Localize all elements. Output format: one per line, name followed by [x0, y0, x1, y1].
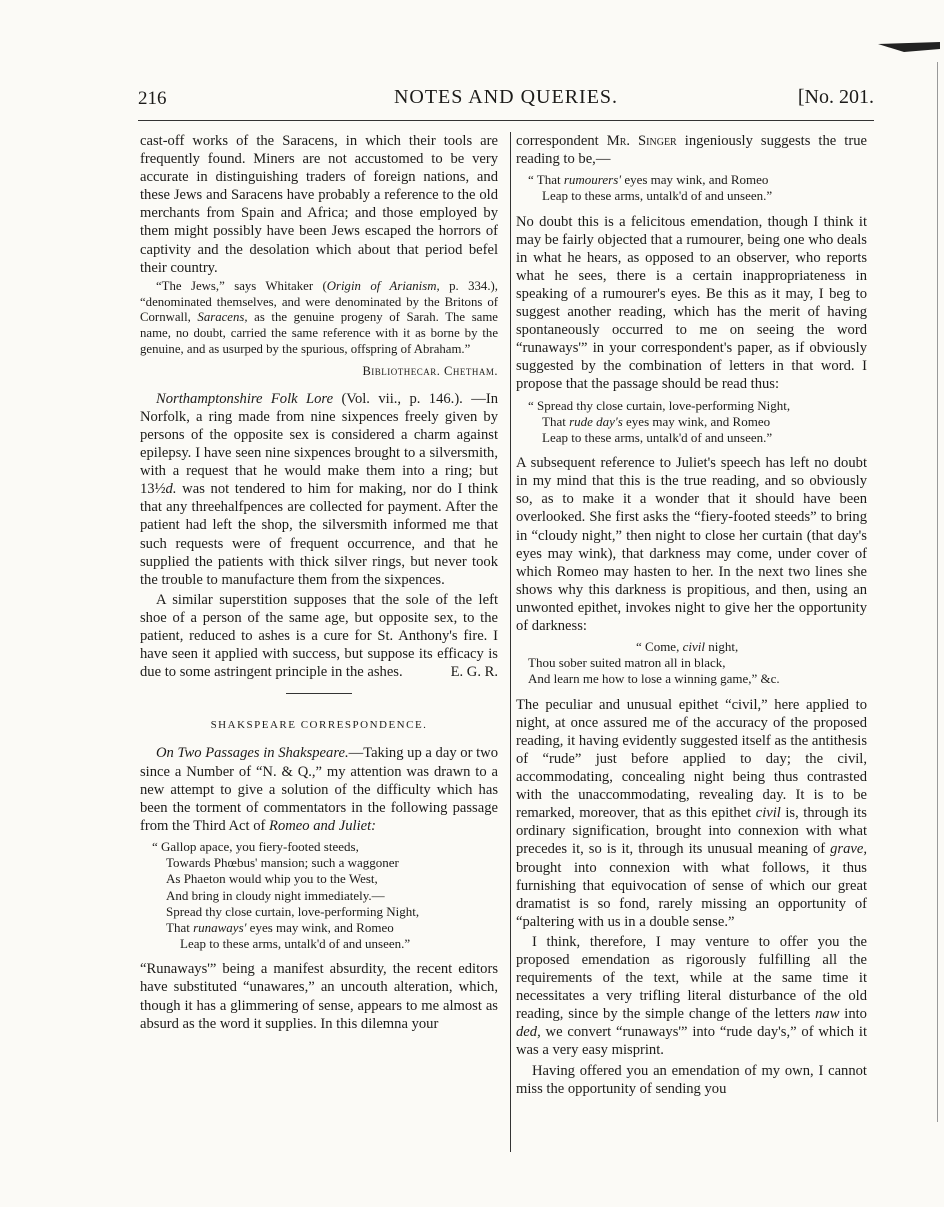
whitaker-quote: “The Jews,” says Whitaker (Origin of Arianism, p. 334.), “denominated themselves, and were denominated by the Britons of Cornwall, Saracens, as the genuine progeny of Sarah. The same name, no doubt, carried the same reference with it as borne by the genuine, and as usurped by the spurious, offspring of Abraham.”	[140, 278, 498, 356]
corner-smudge-mark	[874, 40, 944, 60]
similar-superstition-paragraph: A similar superstition supposes that the sole of the left shoe of a person of the same age, but opposite sex, to the patient, reduced to ashes is a cure for St. Anthony's fire. I have seen it applied with success, but suppose its efficacy is due to some astringent principle in the ashes. E. G. R.	[140, 591, 498, 681]
section-rule	[286, 693, 352, 694]
column-divider	[510, 132, 511, 1152]
civil-epithet-paragraph: The peculiar and unusual epithet “civil,” here applied to night, at once assured me of the accuracy of the proposed reading, it having evidently suggested itself as the antithesis of “rude” just before applied to day; the civil, accommodating, concealing night being thus contrasted with the unaccommodating, revealing day. It is to be remarked, moreover, that as this epithet civil is, through its ordinary signification, brought into connexion with what precedes it, so is it, through its unusual meaning of grave, brought into connexion with what follows, it thus furnishing that equivocation of sense of which our great dramatist is so fond, rarely missing an opportunity of “paltering with us in a double sense.”	[516, 696, 867, 930]
folk-lore-title: Northamptonshire Folk Lore	[156, 390, 334, 407]
rude-days-verse-quote: “ Spread thy close curtain, love-performing Night, That rude day's eyes may wink, and Romeo Leap to these arms, untalk'd of and unseen.”	[528, 397, 791, 445]
rumourers-verse-quote: “ That rumourers' eyes may wink, and Romeo Leap to these arms, untalk'd of and unseen.”	[528, 172, 773, 204]
juliet-speech-paragraph: A subsequent reference to Juliet's speech has left no doubt in my mind that this is the true reading, and so obviously so, as to make it a wonder that it should have been overlooked. She first asks the “fiery-footed steeds” to bring in “cloudy night,” then night to close her curtain (that day's eyes may wink), that darkness may come, under cover of which Romeo may hasten to her. In the next two lines she shows why this darkness is propitious, and then, using an unwonted epithet, invokes night to give her the opportunity of darkness:	[516, 455, 867, 634]
folk-lore-paragraph: Northamptonshire Folk Lore (Vol. vii., p. 146.). —In Norfolk, a ring made from nine sixpences freely given by persons of the opposite sex is considered a charm against epilepsy. I have seen nine sixpences brought to a silversmith, with a request that he would make them into a ring; but 13½d. was not tendered to him for making, nor do I think that any threehalfpences are collected for payment. After the patient had left the shop, the silversmith informed me that such requests were of frequent occurrence, and that he supplied the patients with thick silver rings, but never took the trouble to manufacture them from the sixpences.	[140, 390, 498, 588]
two-passages-title: On Two Passages in Shakspeare.	[156, 745, 349, 762]
two-passages-paragraph: On Two Passages in Shakspeare.—Taking up a day or two since a Number of “N. & Q.,” my attention was drawn to a new attempt to give a solution of the difficulty which has been the torment of commentators in the following passage from the Third Act of Romeo and Juliet:	[140, 745, 498, 834]
singer-paragraph: correspondent Mr. Singer ingeniously suggests the true reading to be,—	[516, 133, 867, 168]
civil-night-verse-quote: “ Come, civil night, Thou sober suited matron all in black, And learn me how to lose a winning game,” &c.	[528, 639, 780, 687]
page-header	[138, 84, 874, 118]
journal-title: NOTES AND QUERIES.	[393, 86, 619, 108]
signature-egr: E. G. R.	[450, 664, 498, 681]
emendation-paragraph: I think, therefore, I may venture to offer you the proposed emendation as rigorously fulfilling all the requirements of the text, while at the same time it necessitates a very trifling literal disturbance of the old reading, since by the simple change of the letters naw into ded, we convert “runaways'” into “rude day's,” of which it was a very easy misprint.	[516, 933, 867, 1059]
section-heading: SHAKSPEARE CORRESPONDENCE.	[210, 719, 428, 732]
page-edge	[937, 62, 938, 1122]
right-column	[516, 132, 867, 1100]
header-rule	[138, 120, 874, 121]
left-column	[140, 132, 498, 1035]
singer-name: Mr. Singer	[606, 133, 677, 149]
closing-paragraph: Having offered you an emendation of my own, I cannot miss the opportunity of sending you	[516, 1062, 867, 1097]
felicitous-paragraph: No doubt this is a felicitous emendation, though I think it may be fairly objected that a rumourer, being one who deals in what he hears, as opposed to an observer, who reports what he sees, there is a certain inappropriateness in speaking of a rumourer's eyes. Be this as it may, I beg to suggest another reading, which has the merit of having spontaneously occurred to me on seeing the word “runaways'” in your correspondent's paper, as if obviously suggested by the combination of letters in that word. I propose that the passage should be read thus:	[516, 213, 867, 393]
signature-bibliothecar: Bibliothecar. Chetham.	[362, 363, 498, 378]
romeo-verse-quote: “ Gallop apace, you fiery-footed steeds, Towards Phœbus' mansion; such a waggoner As Phaeton would whip you to the West, And bring in cloudy night immediately.— Spread thy close curtain, love-performing Night, That runaways' eyes may wink, and Romeo Leap to these arms, untalk'd of and unseen.”	[152, 838, 420, 952]
runaways-paragraph: “Runaways'” being a manifest absurdity, the recent editors have substituted “unawares,” an uncouth alteration, which, though it has a glimmering of sense, appears to me almost as absurd as the word it supplies. In this dilemna your	[140, 961, 498, 1032]
issue-number: [No. 201.	[797, 86, 874, 108]
saracens-paragraph: cast-off works of the Saracens, in which their tools are frequently found. Miners are not accustomed to be very accurate in distinguishing traders of foreign nations, and these Jews and Saracens have probably a reference to the old merchants from Spain and Africa; and those employed by them might possibly have been Jews escaped the horrors of captivity and the desolation which about that period befel their country.	[140, 133, 498, 276]
page-number: 216	[138, 88, 167, 109]
